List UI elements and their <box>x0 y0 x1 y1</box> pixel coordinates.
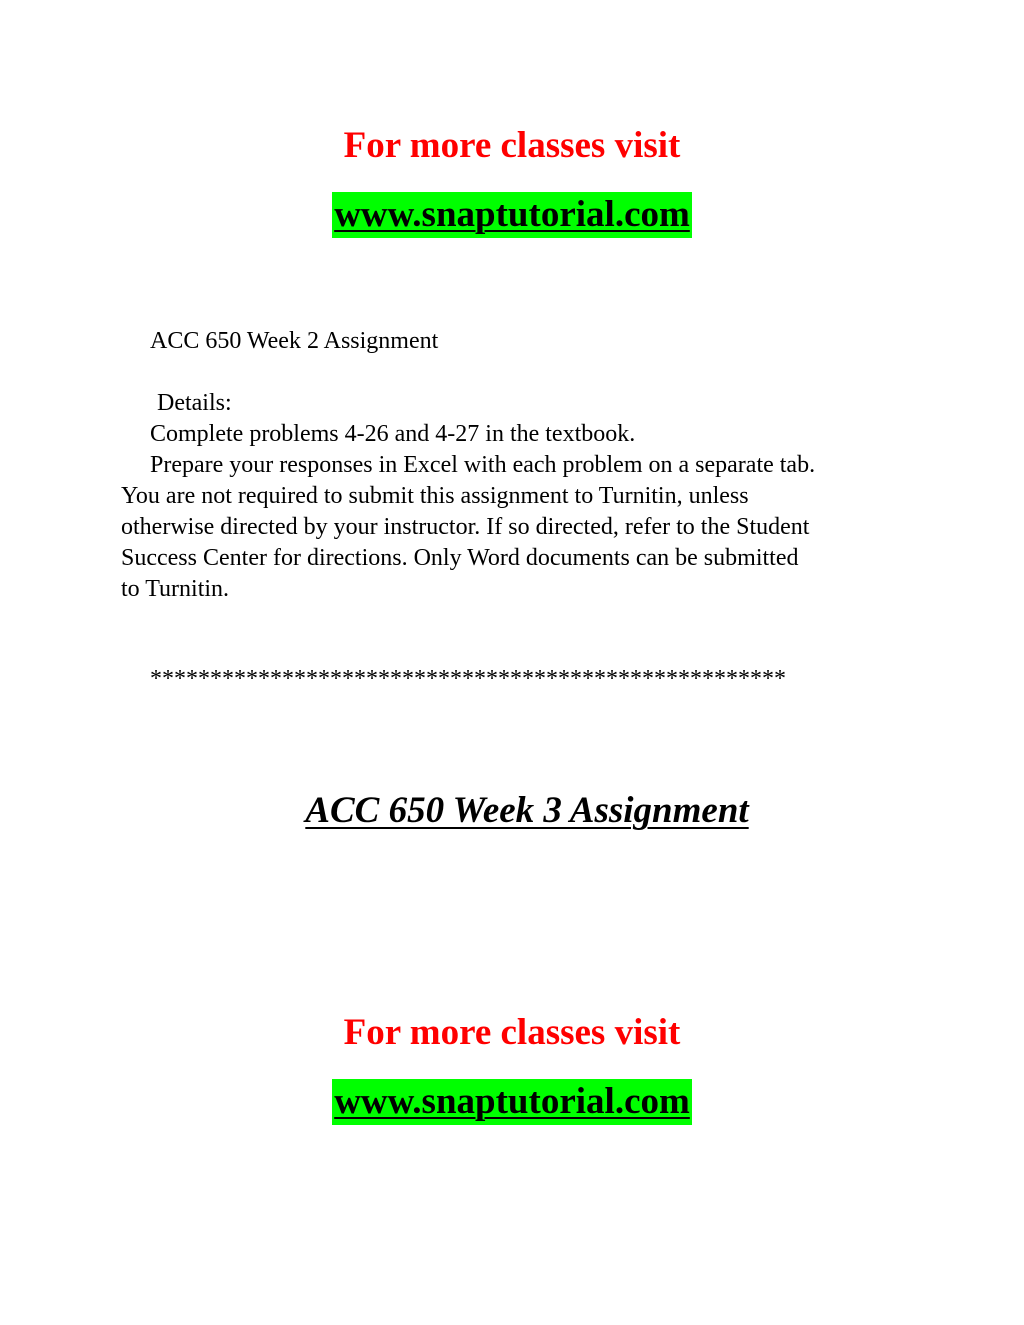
bottom-promo-link-wrap <box>0 1079 1024 1125</box>
bottom-snaptutorial-link[interactable]: www.snaptutorial.com <box>332 1079 692 1125</box>
details-label: Details: <box>157 390 232 416</box>
week2-line-3: You are not required to submit this assignment to Turnitin, unless <box>121 483 749 509</box>
top-promo-heading: For more classes visit <box>343 125 681 166</box>
asterisk-separator: ***************************************************** <box>150 666 786 692</box>
week2-line-6: to Turnitin. <box>121 576 230 602</box>
bottom-promo-heading: For more classes visit <box>343 1012 681 1053</box>
top-snaptutorial-link[interactable]: www.snaptutorial.com <box>332 192 692 238</box>
week2-title: ACC 650 Week 2 Assignment <box>150 328 439 354</box>
week2-line-5: Success Center for directions. Only Word documents can be submitted <box>121 545 799 571</box>
week3-title: ACC 650 Week 3 Assignment <box>305 790 749 831</box>
week2-line-4: otherwise directed by your instructor. If so directed, refer to the Student <box>121 514 810 540</box>
week2-line-2: Prepare your responses in Excel with each problem on a separate tab. <box>150 452 816 478</box>
top-promo-link-wrap <box>0 192 1024 238</box>
week2-line-1: Complete problems 4-26 and 4-27 in the textbook. <box>150 421 636 447</box>
